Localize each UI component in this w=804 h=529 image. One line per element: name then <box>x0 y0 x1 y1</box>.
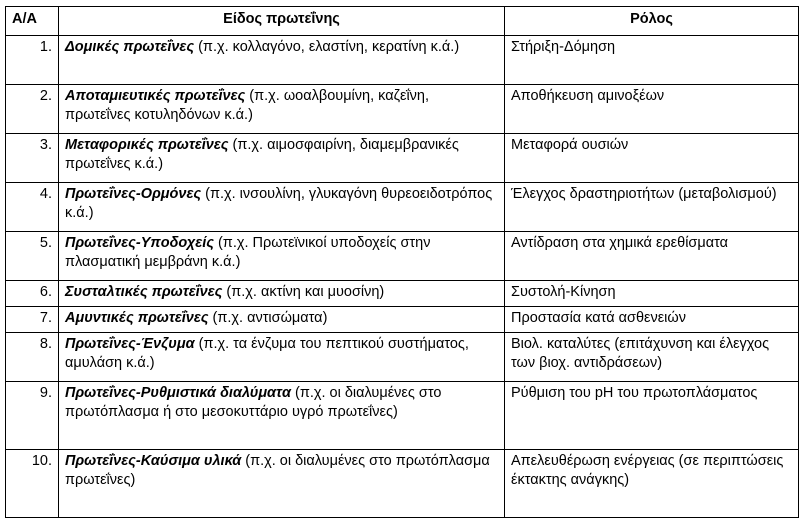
table-header-row <box>6 7 799 36</box>
role-cell: Αποθήκευση αμινοξέων <box>505 85 799 134</box>
role-cell: Απελευθέρωση ενέργειας (σε περιπτώσεις έκτακτης ανάγκης) <box>505 450 799 518</box>
header-role: Ρόλος <box>505 7 799 36</box>
row-number: 1. <box>6 36 59 85</box>
protein-examples: (π.χ. αιμοσφαιρίνη, διαμεμβρανικές πρωτεΐνες κ.ά.) <box>65 137 459 172</box>
protein-type-cell <box>59 183 505 232</box>
protein-type-cell <box>59 382 505 450</box>
table-row <box>6 382 799 450</box>
header-number: Α/Α <box>6 7 59 36</box>
protein-type-cell <box>59 134 505 183</box>
role-cell: Βιολ. καταλύτες (επιτάχυνση και έλεγχος των βιοχ. αντιδράσεων) <box>505 333 799 382</box>
table-row <box>6 36 799 85</box>
row-number: 9. <box>6 382 59 450</box>
protein-type-name: Συσταλτικές πρωτεΐνες <box>65 284 223 300</box>
role-cell: Στήριξη-Δόμηση <box>505 36 799 85</box>
header-protein-type: Είδος πρωτεΐνης <box>59 7 505 36</box>
row-number: 7. <box>6 307 59 333</box>
table-row <box>6 232 799 281</box>
protein-type-name: Πρωτεΐνες-Ένζυμα <box>65 336 195 352</box>
role-cell: Συστολή-Κίνηση <box>505 281 799 307</box>
protein-type-name: Πρωτεΐνες-Υποδοχείς <box>65 235 214 251</box>
protein-examples: (π.χ. ινσουλίνη, γλυκαγόνη θυρεοειδοτρόπος κ.ά.) <box>65 186 493 221</box>
protein-type-cell <box>59 450 505 518</box>
protein-type-name: Μεταφορικές πρωτεΐνες <box>65 137 229 153</box>
protein-type-cell <box>59 36 505 85</box>
row-number: 4. <box>6 183 59 232</box>
protein-examples: (π.χ. ωοαλβουμίνη, καζεΐνη, πρωτεΐνες κοτυληδόνων κ.ά.) <box>65 88 430 123</box>
row-number: 10. <box>6 450 59 518</box>
role-cell: Ρύθμιση του pH του πρωτοπλάσματος <box>505 382 799 450</box>
protein-type-cell <box>59 85 505 134</box>
protein-type-name: Αποταμιευτικές πρωτεΐνες <box>65 88 246 104</box>
protein-type-name: Δομικές πρωτεΐνες <box>65 39 195 55</box>
role-cell: Προστασία κατά ασθενειών <box>505 307 799 333</box>
table-row <box>6 85 799 134</box>
protein-examples: (π.χ. οι διαλυμένες στο πρωτόπλασμα ή στο μεσοκυττάριο υγρό πρωτεΐνες) <box>65 385 442 420</box>
protein-type-name: Πρωτεΐνες-Καύσιμα υλικά <box>65 453 242 469</box>
row-number: 8. <box>6 333 59 382</box>
protein-examples: (π.χ. οι διαλυμένες στο πρωτόπλασμα πρωτεΐνες) <box>65 453 490 488</box>
protein-type-cell <box>59 307 505 333</box>
row-number: 3. <box>6 134 59 183</box>
protein-examples: (π.χ. ακτίνη και μυοσίνη) <box>222 284 385 300</box>
row-number: 6. <box>6 281 59 307</box>
row-number: 5. <box>6 232 59 281</box>
protein-examples: (π.χ. κολλαγόνο, ελαστίνη, κερατίνη κ.ά.) <box>194 39 460 55</box>
table-row <box>6 307 799 333</box>
table-row <box>6 450 799 518</box>
protein-examples: (π.χ. αντισώματα) <box>208 310 328 326</box>
table-row <box>6 134 799 183</box>
protein-type-cell <box>59 232 505 281</box>
role-cell: Μεταφορά ουσιών <box>505 134 799 183</box>
table-row <box>6 333 799 382</box>
protein-type-name: Πρωτεΐνες-Ρυθμιστικά διαλύματα <box>65 385 291 401</box>
protein-types-table <box>5 6 799 518</box>
table-row <box>6 281 799 307</box>
protein-type-name: Αμυντικές πρωτεΐνες <box>65 310 209 326</box>
protein-type-name: Πρωτεΐνες-Ορμόνες <box>65 186 202 202</box>
protein-examples: (π.χ. τα ένζυμα του πεπτικού συστήματος, αμυλάση κ.ά.) <box>65 336 469 371</box>
protein-type-cell <box>59 281 505 307</box>
protein-examples: (π.χ. Πρωτεϊνικοί υποδοχείς στην πλασματική μεμβράνη κ.ά.) <box>65 235 431 270</box>
protein-type-cell <box>59 333 505 382</box>
row-number: 2. <box>6 85 59 134</box>
table-row <box>6 183 799 232</box>
role-cell: Αντίδραση στα χημικά ερεθίσματα <box>505 232 799 281</box>
role-cell: Έλεγχος δραστηριοτήτων (μεταβολισμού) <box>505 183 799 232</box>
